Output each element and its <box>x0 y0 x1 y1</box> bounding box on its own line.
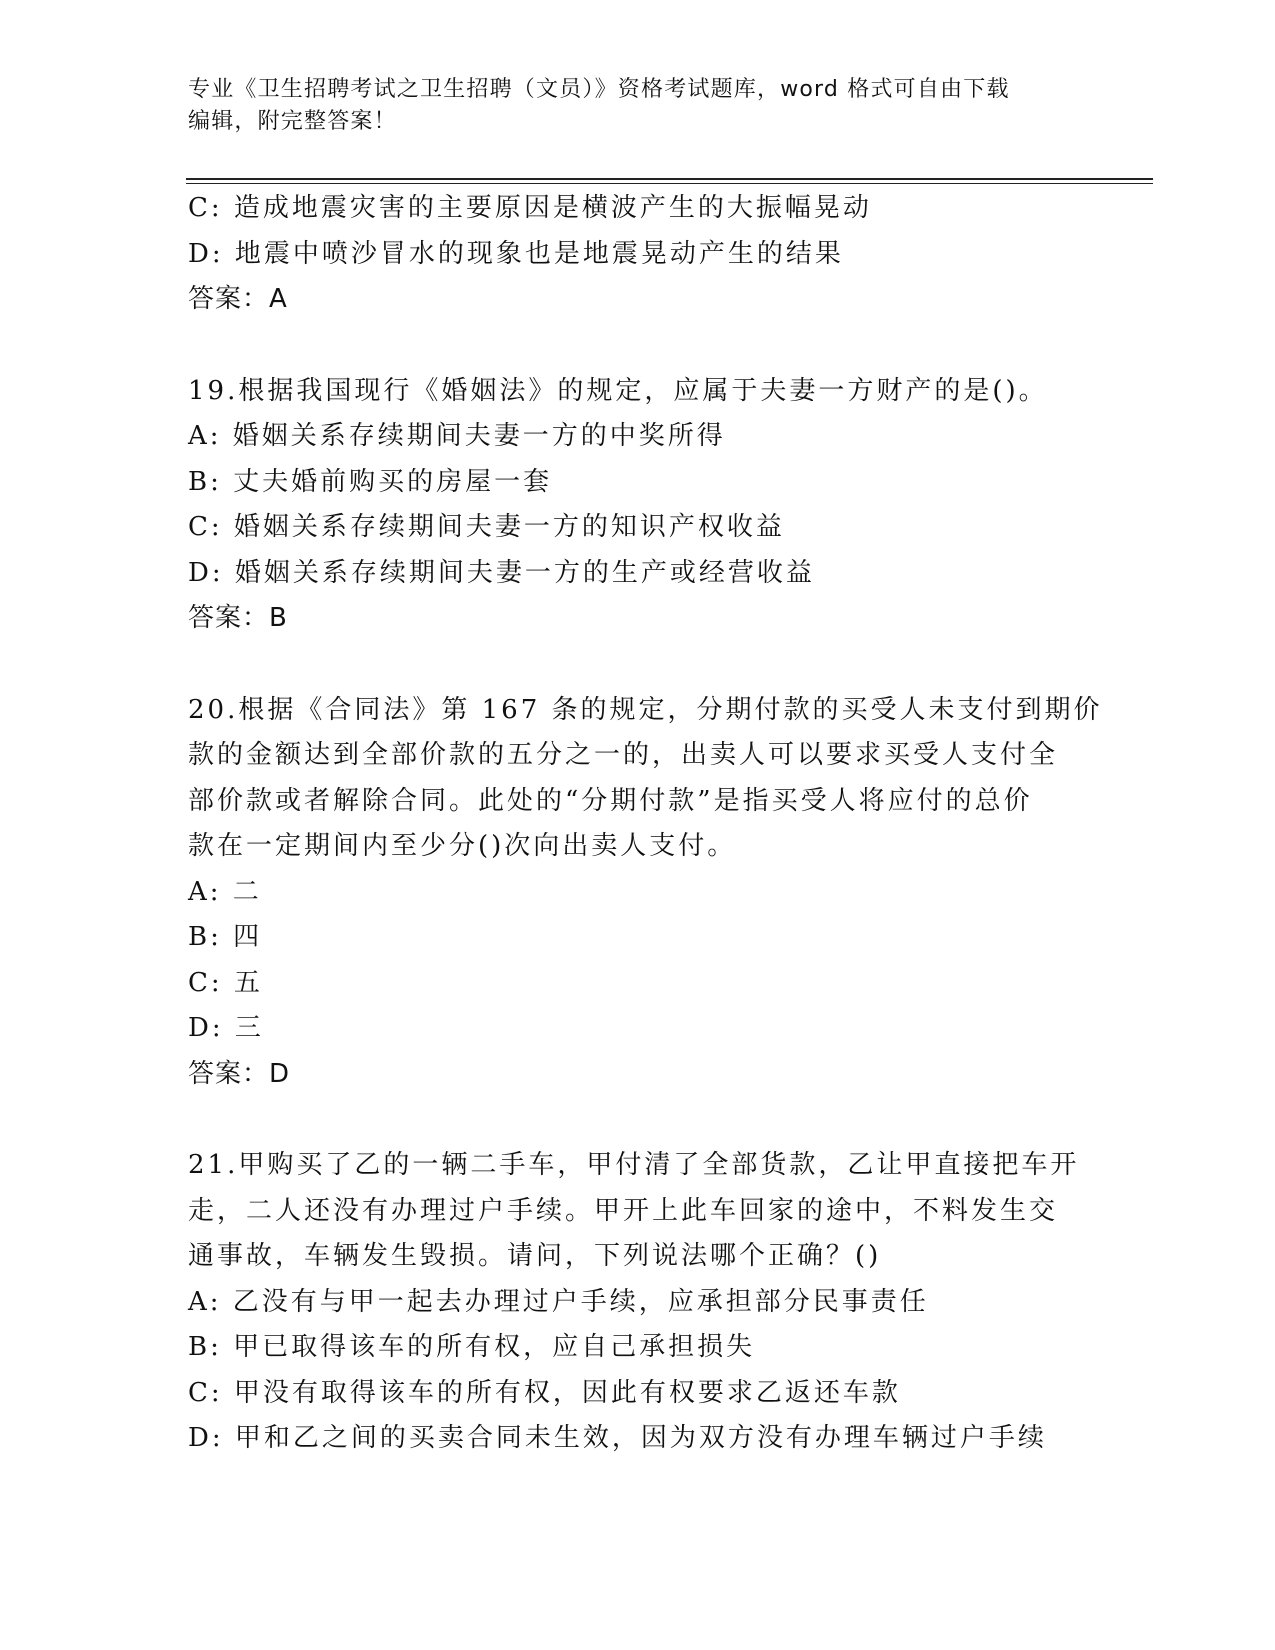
question-21 <box>188 1143 1088 1462</box>
answer-line: 答案：B <box>188 603 288 633</box>
option-c: C: 造成地震灾害的主要原因是横波产生的大振幅晃动 <box>188 193 872 223</box>
question-stem-line: 走，二人还没有办理过户手续。甲开上此车回家的途中，不料发生交 <box>188 1195 1059 1226</box>
answer-line: 答案：D <box>188 1058 291 1089</box>
question-stem-line: 款在一定期间内至少分()次向出卖人支付。 <box>188 831 737 861</box>
option-b: B: 四 <box>188 922 263 952</box>
spacer <box>188 642 1088 688</box>
question-stem-line: 部价款或者解除合同。此处的“分期付款”是指买受人将应付的总价 <box>188 785 1033 816</box>
option-b: B: 丈夫婚前购买的房屋一套 <box>188 466 553 497</box>
option-c: C: 婚姻关系存续期间夫妻一方的知识产权收益 <box>188 512 785 542</box>
header-line-1: 专业《卫生招聘考试之卫生招聘（文员）》资格考试题库，word 格式可自由下载 <box>188 77 1010 102</box>
option-a: A: 乙没有与甲一起去办理过户手续，应承担部分民事责任 <box>188 1286 929 1317</box>
page-header <box>188 74 1088 138</box>
question-stem-line: 20.根据《合同法》第 167 条的规定，分期付款的买受人未支付到期价 <box>188 694 1103 725</box>
option-d: D: 婚姻关系存续期间夫妻一方的生产或经营收益 <box>188 557 815 588</box>
spacer <box>188 1097 1088 1143</box>
question-stem-line: 21.甲购买了乙的一辆二手车，甲付清了全部货款，乙让甲直接把车开 <box>188 1150 1080 1180</box>
question-stem: 19.根据我国现行《婚姻法》的规定，应属于夫妻一方财产的是()。 <box>188 375 1048 406</box>
question-18-tail <box>188 186 1088 323</box>
question-stem-line: 款的金额达到全部价款的五分之一的，出卖人可以要求买受人支付全 <box>188 740 1059 770</box>
option-a: A: 婚姻关系存续期间夫妻一方的中奖所得 <box>188 421 726 451</box>
option-a: A: 二 <box>188 876 262 907</box>
header-rule-thick <box>186 178 1153 180</box>
header-rule-thin <box>186 183 1153 184</box>
question-list <box>188 186 1103 1462</box>
option-b: B: 甲已取得该车的所有权，应自己承担损失 <box>188 1332 756 1362</box>
option-d: D: 地震中喷沙冒水的现象也是地震晃动产生的结果 <box>188 238 844 269</box>
option-c: C: 五 <box>188 967 263 998</box>
question-stem-line: 通事故，车辆发生毁损。请问，下列说法哪个正确？() <box>188 1241 882 1271</box>
option-d: D: 三 <box>188 1013 264 1043</box>
spacer <box>188 323 1088 369</box>
option-d: D: 甲和乙之间的买卖合同未生效，因为双方没有办理车辆过户手续 <box>188 1423 1047 1453</box>
answer-line: 答案：A <box>188 284 288 314</box>
option-c: C: 甲没有取得该车的所有权，因此有权要求乙返还车款 <box>188 1377 901 1408</box>
question-19 <box>188 369 1088 642</box>
question-20 <box>188 688 1103 1098</box>
header-line-2: 编辑，附完整答案！ <box>188 109 397 134</box>
